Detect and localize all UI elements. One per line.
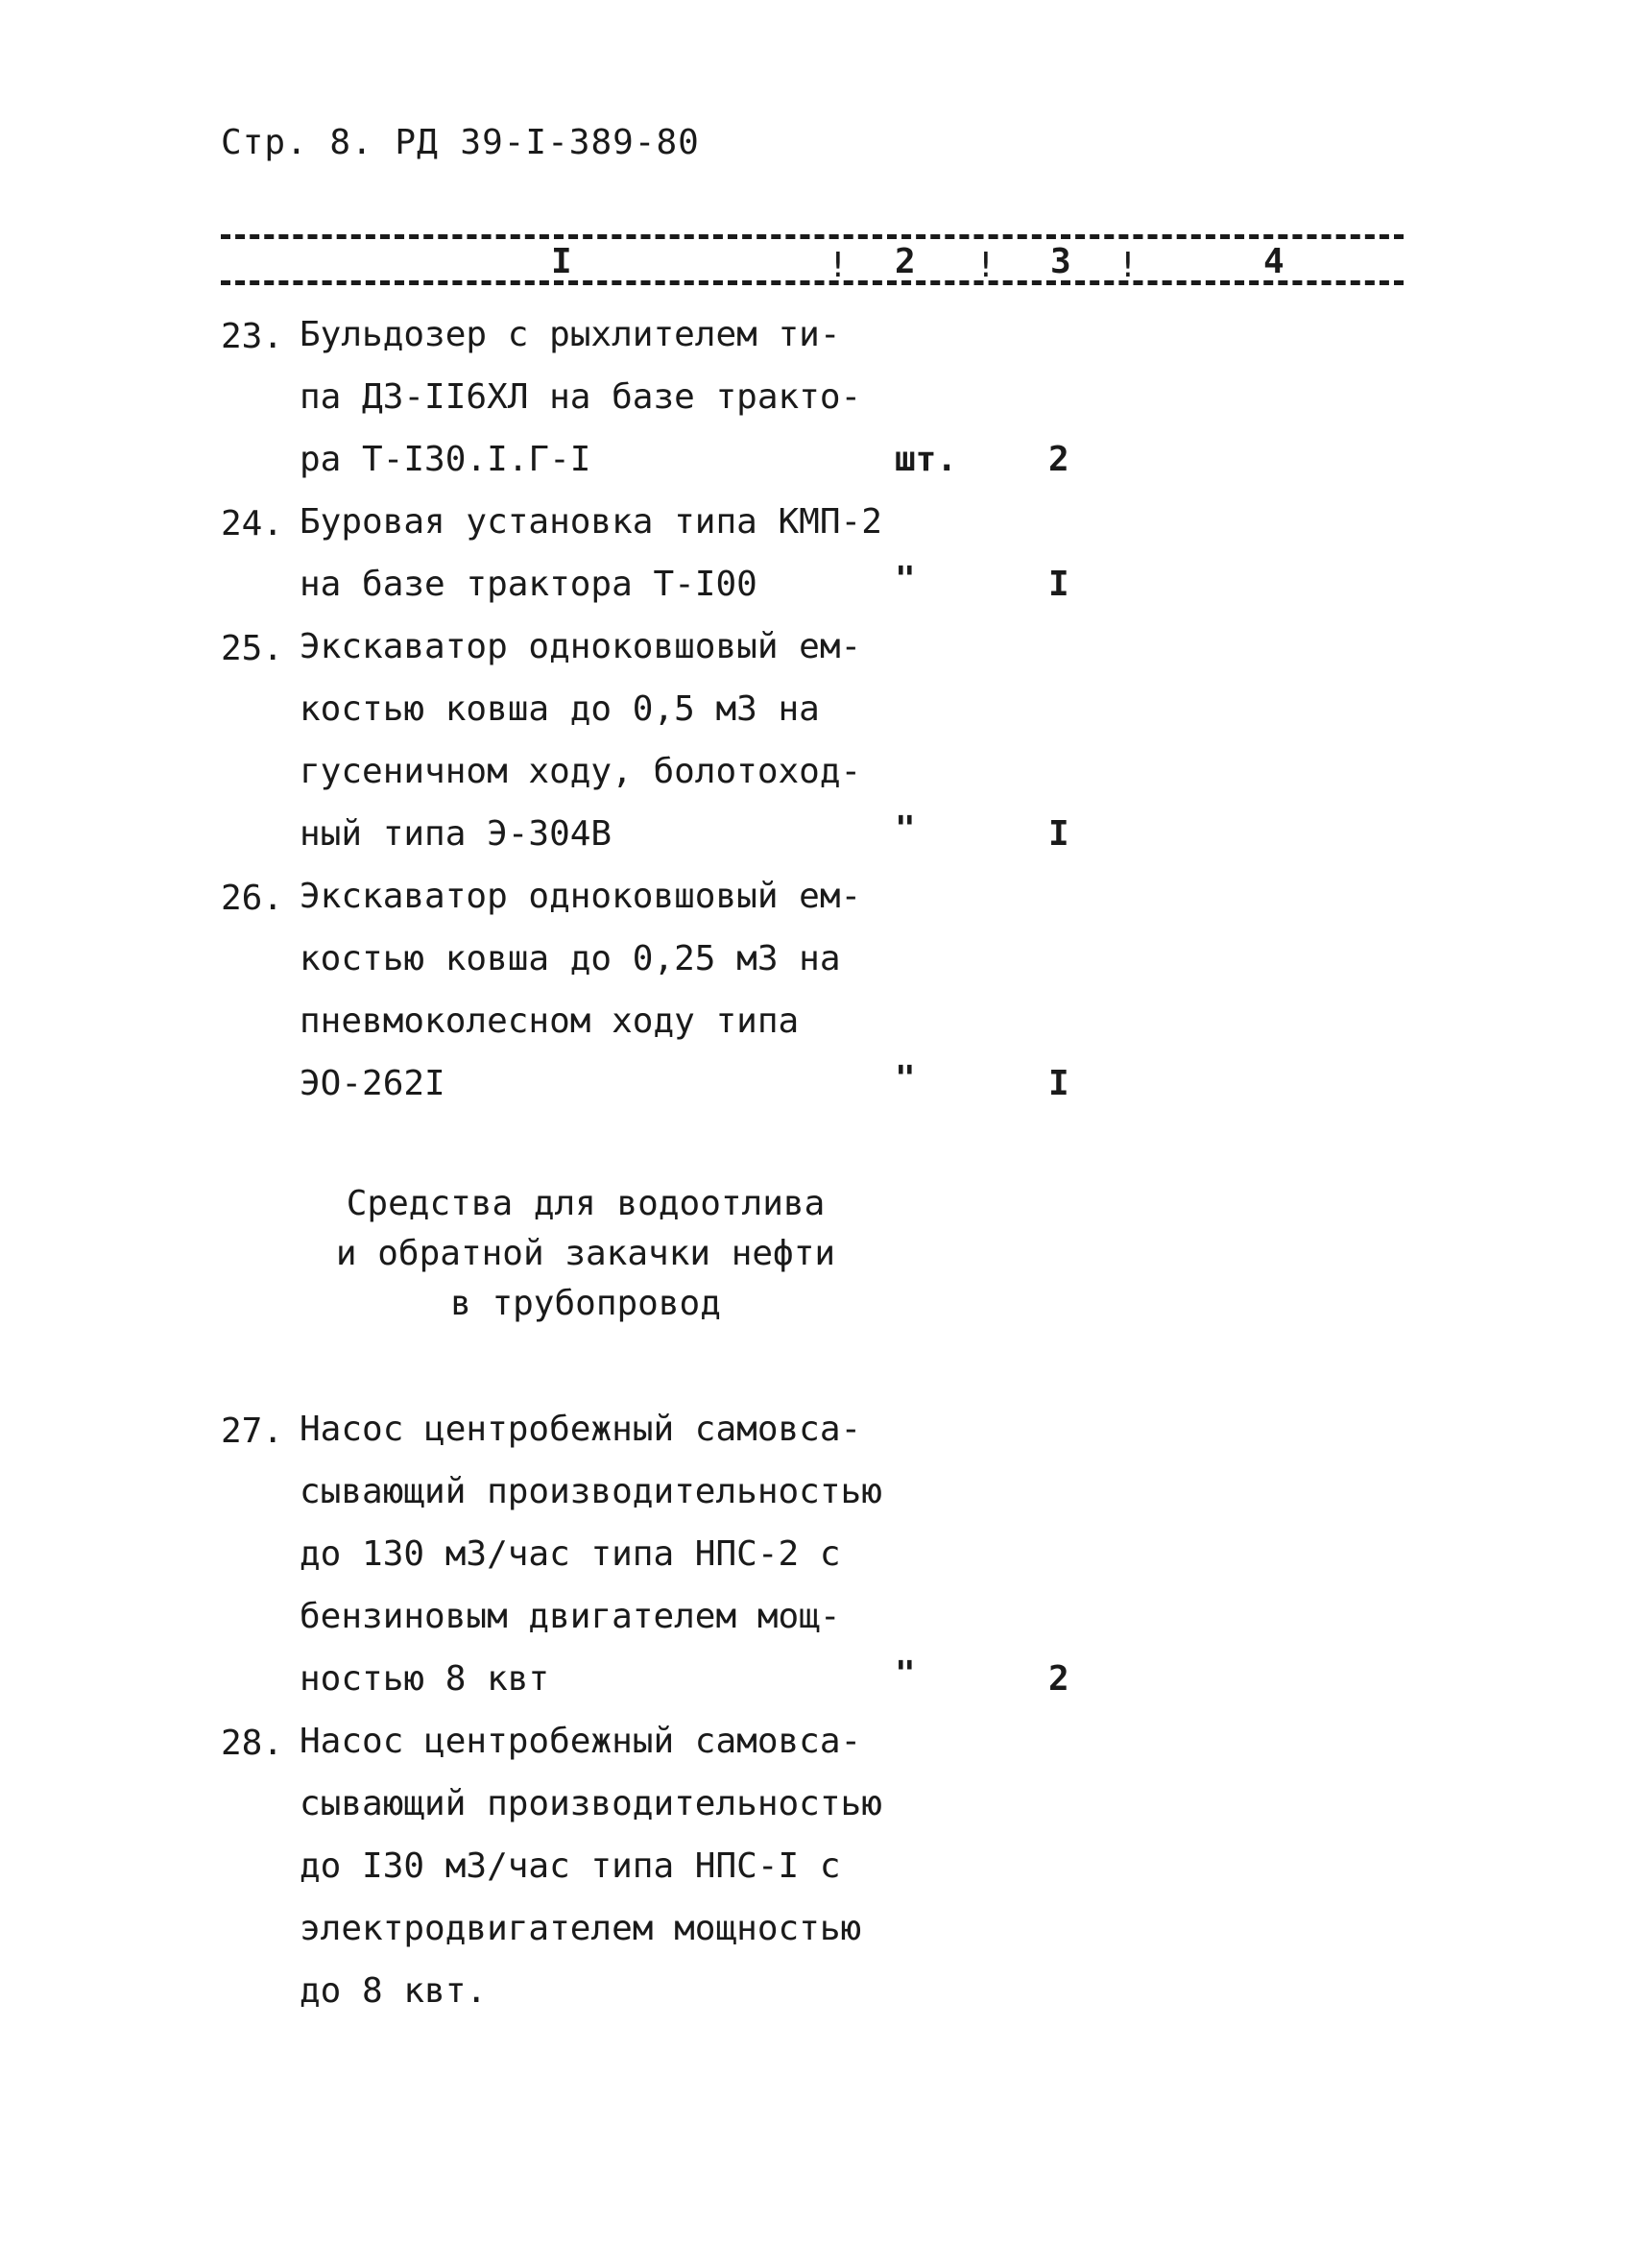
item-text: гусеничном ходу, болотоход-	[300, 752, 862, 791]
item-quantity: I	[1048, 814, 1069, 854]
item-text: ра Т-I30.I.Г-I	[300, 440, 591, 479]
item-quantity: I	[1048, 1064, 1069, 1103]
column-separator: !	[1117, 246, 1139, 285]
item-number: 24.	[221, 504, 284, 543]
item-quantity: 2	[1048, 440, 1069, 479]
item-unit: "	[895, 1654, 916, 1694]
section-title-line: и обратной закачки нефти	[335, 1234, 836, 1273]
item-text: на базе трактора Т-I00	[300, 565, 757, 604]
item-unit: "	[895, 809, 916, 849]
item-text: Насос центробежный самовса-	[300, 1722, 862, 1761]
item-quantity: 2	[1048, 1659, 1069, 1699]
item-number: 25.	[221, 629, 284, 668]
column-header-1: I	[551, 242, 572, 281]
item-text: Экскаватор одноковшовый ем-	[300, 627, 862, 666]
column-header-3: 3	[1050, 242, 1071, 281]
item-text: Насос центробежный самовса-	[300, 1410, 862, 1449]
item-text: костью ковша до 0,25 м3 на	[300, 939, 841, 978]
item-text: ный типа Э-304В	[300, 814, 612, 854]
table-top-rule	[221, 234, 1404, 239]
item-text: па ДЗ-II6ХЛ на базе тракто-	[300, 377, 862, 417]
item-text: Бульдозер с рыхлителем ти-	[300, 315, 841, 354]
item-number: 26.	[221, 879, 284, 918]
item-number: 23.	[221, 317, 284, 356]
section-title-line: Средства для водоотлива	[346, 1184, 826, 1223]
item-quantity: I	[1048, 565, 1069, 604]
item-unit: шт.	[895, 440, 958, 479]
column-header-4: 4	[1263, 242, 1285, 281]
item-text: электродвигателем мощностью	[300, 1909, 862, 1948]
column-header-2: 2	[895, 242, 916, 281]
item-unit: "	[895, 1059, 916, 1098]
column-separator: !	[828, 246, 849, 285]
item-number: 27.	[221, 1411, 284, 1451]
item-text: до 130 м3/час типа НПС-2 с	[300, 1534, 841, 1574]
item-text: ЭО-262I	[300, 1064, 445, 1103]
table-header-rule	[221, 280, 1404, 285]
item-unit: "	[895, 560, 916, 599]
item-text: костью ковша до 0,5 м3 на	[300, 689, 820, 729]
item-text: Буровая установка типа КМП-2	[300, 502, 882, 542]
item-text: до I30 м3/час типа НПС-I с	[300, 1846, 841, 1886]
column-separator: !	[975, 246, 997, 285]
item-text: пневмоколесном ходу типа	[300, 1001, 800, 1041]
page-header: Стр. 8. РД 39-I-389-80	[221, 123, 700, 162]
item-text: сывающий производительностью	[300, 1472, 882, 1511]
item-text: до 8 квт.	[300, 1971, 488, 2011]
item-text: ностью 8 квт	[300, 1659, 550, 1699]
item-text: Экскаватор одноковшовый ем-	[300, 877, 862, 916]
item-text: сывающий производительностью	[300, 1784, 882, 1823]
section-title-line: в трубопровод	[450, 1284, 721, 1323]
item-text: бензиновым двигателем мощ-	[300, 1597, 841, 1636]
item-number: 28.	[221, 1724, 284, 1763]
section-title	[288, 1179, 883, 1329]
